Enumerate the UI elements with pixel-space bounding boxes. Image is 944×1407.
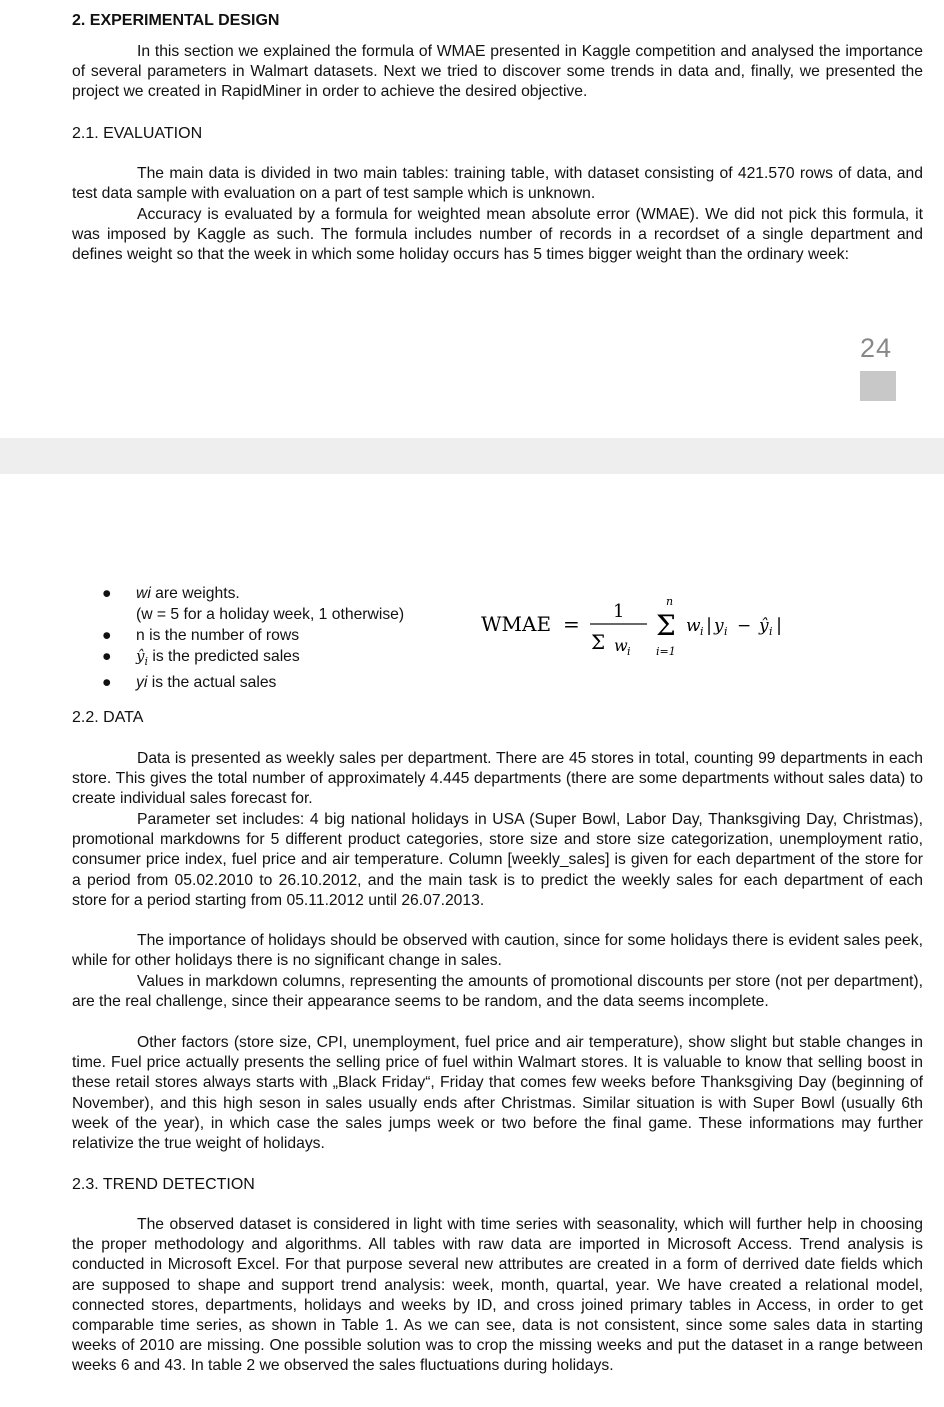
paragraph-data-1: Data is presented as weekly sales per department. There are 45 stores in total, counting 99 departments in each store. This gives the total number of approximately 4.445 departments (there are some departments without sales data) to create individual sales forecast for. xyxy=(72,750,923,808)
section-heading-experimental-design: 2. EXPERIMENTAL DESIGN xyxy=(72,12,280,29)
formula-term-y: y xyxy=(714,616,724,636)
wmae-formula xyxy=(480,593,800,663)
rows-text: n is the number of rows xyxy=(136,627,300,644)
section-heading-trend-detection: 2.3. TREND DETECTION xyxy=(72,1176,255,1193)
paragraph-trend-detection: The observed dataset is considered in light with time series with seasonality, which will further help in choosing the proper methodology and algorithms. All tables with raw data are imported in Microsoft Access. Trend analysis is conducted in Microsoft Excel. For that purpose several new attributes are created in a form of derrived date fields which are supposed to shape and support trend analysis: week, month, quartal, year. We have created a relational model, connected stores, departments, holidays and weeks by ID, and cross joined primary tables in Access, in order to get comparable time series, as shown in Table 1. As we can see, data is not consistent, since some sales data in starting weeks of 2010 are missing. One possible solution was to crop the missing weeks and put the dataset in a range between weeks 6 and 43. In table 2 we observed the sales fluctuations during holidays. xyxy=(72,1216,923,1375)
paragraph-data-3: The importance of holidays should be observed with caution, since for some holidays there is evident sales peek, while for other holidays there is no significant change in sales. xyxy=(72,932,923,970)
page-number-marker xyxy=(860,371,896,401)
formula-denominator-i: i xyxy=(627,645,631,658)
formula-denominator-w: w xyxy=(614,636,628,655)
bullet-dot: ● xyxy=(102,674,112,692)
section-heading-data: 2.2. DATA xyxy=(72,709,144,726)
formula-equals: = xyxy=(563,612,580,636)
weights-text: are weights. xyxy=(150,585,240,602)
formula-term-yhat-i: i xyxy=(769,625,773,638)
list-item-rows xyxy=(100,625,404,646)
page-break xyxy=(0,438,944,474)
formula-term-w: w xyxy=(686,616,701,636)
formula-bar-right: | xyxy=(776,615,783,636)
formula-sum-upper: n xyxy=(666,595,674,608)
variable-definitions-list xyxy=(100,583,404,693)
actual-variable: yi xyxy=(136,674,148,692)
formula-sum-lower: i=1 xyxy=(656,645,676,658)
list-item-predicted xyxy=(100,646,404,672)
paragraph-evaluation-1: The main data is divided in two main tables: training table, with dataset consisting of 421.570 rows of data, and test data sample with evaluation on a part of test sample which is unknown. xyxy=(72,165,923,203)
formula-sum-sigma: Σ xyxy=(656,609,676,642)
formula-term-yi: i xyxy=(724,625,728,638)
formula-minus: − xyxy=(737,616,752,636)
formula-denominator-sigma: Σ xyxy=(591,630,606,654)
formula-term-i: i xyxy=(700,625,704,638)
weights-variable: wi xyxy=(136,585,151,602)
paragraph-data-2: Parameter set includes: 4 big national holidays in USA (Super Bowl, Labor Day, Thanksgiving Day, Christmas), promotional markdowns for 5 different product categories, store size and store size categorization, unemployment ratio, consumer price index, fuel price and air temperature. Column [weekly_sales] is given for each department of the store for a period from 05.02.2010 to 26.10.2012, and the main task is to predict the weekly sales for each department of each store for a period starting from 05.11.2012 until 26.07.2013. xyxy=(72,811,923,909)
formula-numerator: 1 xyxy=(613,601,625,622)
page-number: 24 xyxy=(860,333,893,363)
predicted-subscript: i xyxy=(144,655,149,669)
paragraph-data-4: Values in markdown columns, representing the amounts of promotional discounts per store (not per department), are the real challenge, since their appearance seems to be random, and the data seems incomplete. xyxy=(72,973,923,1011)
paragraph-experimental-design: In this section we explained the formula of WMAE presented in Kaggle competition and analysed the importance of several parameters in Walmart datasets. Next we tried to discover some trends in data and, finally, we presented the project we created in RapidMiner in order to achieve the desired objective. xyxy=(72,43,923,101)
page-top xyxy=(0,0,944,438)
predicted-symbol: ŷ xyxy=(136,647,145,665)
bullet-dot: ● xyxy=(102,627,112,644)
list-item-actual xyxy=(100,672,404,693)
paragraph-data-5: Other factors (store size, CPI, unemployment, fuel price and air temperature), show slight but stable changes in time. Fuel price actually presents the selling price of fuel within Walmart stores. It is valuable to know that selling boost in these retail stores always starts with „Black Friday“, Friday that comes few weeks before Thanksgiving Day (beginning of November), and this high seson in sales usually ends after Christmas. Similar situation is with Super Bowl (usually 6th week of the year), in which case the sales jumps week or two before the final game. These informations may further relativize the true weight of holidays. xyxy=(72,1034,923,1153)
section-heading-evaluation: 2.1. EVALUATION xyxy=(72,125,203,142)
formula-bar-left: | xyxy=(706,615,713,636)
paragraph-evaluation-2: Accuracy is evaluated by a formula for weighted mean absolute error (WMAE). We did not pick this formula, it was imposed by Kaggle as such. The formula includes number of records in a recordset of a single department and defines weight so that the week in which some holiday occurs has 5 times bigger weight than the ordinary week: xyxy=(72,206,923,264)
formula-lhs: WMAE xyxy=(481,612,552,636)
bullet-dot: ● xyxy=(102,585,112,602)
list-item-weights xyxy=(100,583,404,625)
bullet-dot: ● xyxy=(102,648,112,665)
actual-text: is the actual sales xyxy=(147,674,277,692)
predicted-text: is the predicted sales xyxy=(148,648,300,665)
weights-note: (w = 5 for a holiday week, 1 otherwise) xyxy=(136,606,405,623)
formula-term-yhat: ŷ xyxy=(759,616,769,636)
